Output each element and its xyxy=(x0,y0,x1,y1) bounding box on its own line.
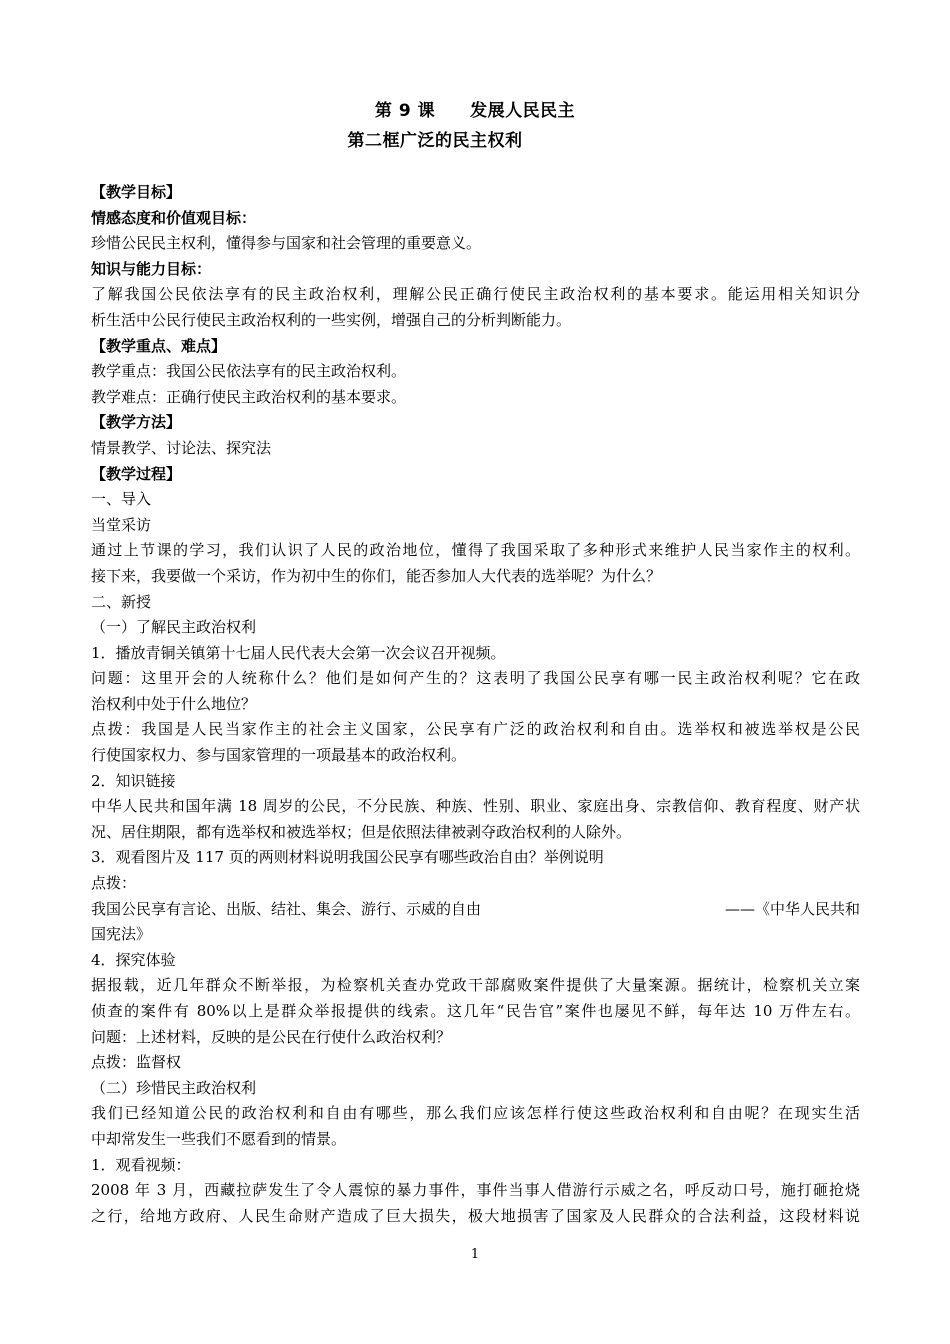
paragraph-line: 治权利中处于什么地位？ xyxy=(91,694,257,713)
paragraph-line: 我们已经知道公民的政治权利和自由有哪些，那么我们应该怎样行使这些政治权利和自由呢？在现实生活 xyxy=(91,1104,860,1123)
paragraph-line: 一、导入 xyxy=(91,490,152,509)
paragraph-line: 4．探究体验 xyxy=(91,950,176,969)
paragraph-line: 点拨：我国是人民当家作主的社会主义国家，公民享有广泛的政治权利和自由。选举权和被选举权是公民 xyxy=(91,720,860,739)
paragraph-line: 当堂采访 xyxy=(91,515,152,534)
page-number: 1 xyxy=(470,1247,480,1262)
paragraph-line: 之行，给地方政府、人民生命财产造成了巨大损失，极大地损害了国家及人民群众的合法利益，这段材料说 xyxy=(91,1206,860,1225)
paragraph-line: 况、居住期限，都有选举权和被选举权；但是依照法律被剥夺政治权利的人除外。 xyxy=(91,822,632,841)
quote-line xyxy=(91,897,860,923)
paragraph-line: 1．观看视频： xyxy=(91,1155,191,1174)
paragraph-line: 教学重点：我国公民依法享有的民主政治权利。 xyxy=(91,362,407,381)
document-body xyxy=(91,180,860,1229)
paragraph-line: 二、新授 xyxy=(91,592,152,611)
paragraph-line: 1．播放青铜关镇第十七届人民代表大会第一次会议召开视频。 xyxy=(91,643,506,662)
paragraph-line: 行使国家权力、参与国家管理的一项最基本的政治权利。 xyxy=(91,746,467,765)
paragraph-line: 点拨： xyxy=(91,874,137,893)
paragraph-line: 接下来，我要做一个采访，作为初中生的你们，能否参加人大代表的选举呢？为什么？ xyxy=(91,566,662,585)
paragraph-line: 中华人民共和国年满 18 周岁的公民，不分民族、种族、性别、职业、家庭出身、宗教信仰、教育程度、财产状 xyxy=(91,797,860,816)
paragraph-line: （二）珍惜民主政治权利 xyxy=(91,1078,257,1097)
paragraph-line: 情景教学、讨论法、探究法 xyxy=(91,438,272,457)
lesson-title: 第 9 课 发展人民民主 xyxy=(374,101,576,121)
paragraph-line: 据报载，近几年群众不断举报，为检察机关查办党政干部腐败案件提供了大量案源。据统计，检察机关立案 xyxy=(91,976,860,995)
heading-teaching-goals: 【教学目标】 xyxy=(91,183,182,201)
paragraph-line: 教学难点：正确行使民主政治权利的基本要求。 xyxy=(91,387,407,406)
quote-source: ——《中华人民共和 xyxy=(724,899,860,918)
paragraph-line: 3．观看图片及 117 页的两则材料说明我国公民享有哪些政治自由？举例说明 xyxy=(91,848,604,867)
paragraph-line: 析生活中公民行使民主政治权利的一些实例，增强自己的分析判断能力。 xyxy=(91,310,572,329)
paragraph-line: 中却常发生一些我们不愿看到的情景。 xyxy=(91,1129,347,1148)
paragraph-line: 点拨：监督权 xyxy=(91,1053,182,1072)
paragraph-line: 2．知识链接 xyxy=(91,771,176,790)
paragraph-line: 国宪法》 xyxy=(91,925,152,944)
subheading-knowledge-goals: 知识与能力目标： xyxy=(91,259,212,278)
quote-text: 我国公民享有言论、出版、结社、集会、游行、示威的自由 xyxy=(91,899,482,918)
paragraph-line: 2008 年 3 月，西藏拉萨发生了令人震惊的暴力事件，事件当事人借游行示威之名，呼反动口号，施打砸抢烧 xyxy=(91,1181,860,1200)
section-subtitle: 第二框广泛的民主权利 xyxy=(347,131,523,151)
heading-teaching-process: 【教学过程】 xyxy=(91,464,182,483)
paragraph-line: 侦查的案件有 80%以上是群众举报提供的线索。这几年“民告官”案件也屡见不鲜，每年达 10 万件左右。 xyxy=(91,1002,860,1020)
heading-key-points: 【教学重点、难点】 xyxy=(91,336,227,355)
paragraph-line: 了解我国公民依法享有的民主政治权利，理解公民正确行使民主政治权利的基本要求。能运用相关知识分 xyxy=(91,285,860,304)
paragraph-line: （一）了解民主政治权利 xyxy=(91,618,257,637)
paragraph-line: 问题：这里开会的人统称什么？他们是如何产生的？这表明了我国公民享有哪一民主政治权利呢？它在政 xyxy=(91,669,860,688)
paragraph-line: 珍惜公民民主权利，懂得参与国家和社会管理的重要意义。 xyxy=(91,234,482,253)
paragraph-line: 问题：上述材料，反映的是公民在行使什么政治权利？ xyxy=(91,1027,452,1046)
subheading-attitude-goals: 情感态度和价值观目标： xyxy=(91,208,257,227)
heading-teaching-methods: 【教学方法】 xyxy=(91,413,182,432)
paragraph-line: 通过上节课的学习，我们认识了人民的政治地位，懂得了我国采取了多种形式来维护人民当家作主的权利。 xyxy=(91,541,860,560)
